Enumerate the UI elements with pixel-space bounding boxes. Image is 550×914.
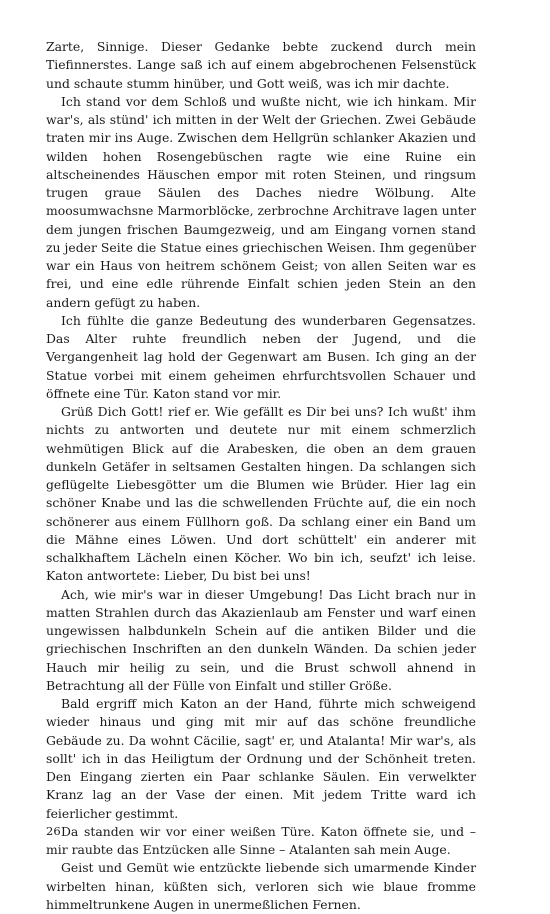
page-number: 26 bbox=[46, 824, 61, 838]
paragraph-4: Grüß Dich Gott! rief er. Wie gefällt es Dir bei uns? Ich wußt' ihm nichts zu antworten und deutete nur mit einem schmerzlich wehmütigen Blick auf die Arabesken, die oben an dem grauen dunkeln Getäfer in seltsamen Gestalten hingen. Da schlangen sich geflügelte Liebesgötter um die Blumen wie Brüder. Hier lag ein schöner Knabe und las die schwellenden Früchte auf, die ein noch schönerer aus einem Füllhorn goß. Da schlang einer ein Band um die Mähne eines Löwen. Und dort schüttelt' ein anderer mit schalkhaftem Lächeln einen Köcher. Wo bin ich, seufzt' ich leise. Katon antwortete: Lieber, Du bist bei uns! bbox=[46, 404, 476, 584]
paragraph-8: Geist und Gemüt wie entzückte liebende sich umarmende Kinder wirbelten hinan, küßten sich, verloren sich wie blaue fromme himmeltrunkene Augen in unermeßlichen Fernen. bbox=[46, 860, 476, 912]
paragraph-6: Bald ergriff mich Katon an der Hand, führte mich schweigend wieder hinaus und ging mit mir auf das schöne freundliche Gebäude zu. Da wohnt Cäcilie, sagt' er, und Atalanta! Mir war's, als sollt' ich in das Heiligtum der Ordnung und der Schönheit treten. Den Eingang zierten ein Paar schlanke Säulen. Ein verwelkter Kranz lag an der Vase der einen. Mit jedem Tritte ward ich feierlicher gestimmt. bbox=[46, 696, 476, 821]
page-body bbox=[46, 38, 476, 914]
paragraph-7: Da standen wir vor einer weißen Türe. Katon öffnete sie, und – mir raubte das Entzücken alle Sinne – Atalanten sah mein Auge. bbox=[46, 823, 476, 857]
paragraph-2: Ich stand vor dem Schloß und wußte nicht, wie ich hinkam. Mir war's, als stünd' ich mitten in der Welt der Griechen. Zwei Gebäude traten mir ins Auge. Zwischen dem Hellgrün schlanker Akazien und wilden hohen Rosengebüschen ragte wie eine Ruine ein altscheinendes Häuschen empor mit roten Steinen, und ringsum trugen graue Säulen des Daches niedre Wölbung. Alte moosumwachsne Marmorblöcke, zerbrochne Architrave lagen unter dem jungen frischen Baumgezweig, und am Eingang vornen stand zu jeder Seite die Statue eines griechischen Weisen. Ihm gegenüber war ein Haus von heitrem schönem Geist; von allen Seiten war es frei, und eine edle rührende Einfalt schien jeden Stein an den andern gefügt zu haben. bbox=[46, 93, 476, 310]
paragraph-1: Zarte, Sinnige. Dieser Gedanke bebte zuckend durch mein Tiefinnerstes. Lange saß ich auf einem abgebrochenen Felsenstück und schaute stumm hinüber, und Gott weiß, was ich mir dachte. bbox=[46, 39, 476, 91]
paragraph-5: Ach, wie mir's war in dieser Umgebung! Das Licht brach nur in matten Strahlen durch das Akazienlaub am Fenster und warf einen ungewissen halbdunkeln Schein auf die antiken Bilder und die griechischen Inschriften an den dunkeln Wänden. Da schien jeder Hauch mir heilig zu sein, und die Brust schwoll ahnend in Betrachtung all der Fülle von Einfalt und stiller Größe. bbox=[46, 586, 476, 693]
paragraph-3: Ich fühlte die ganze Bedeutung des wunderbaren Gegensatzes. Das Alter ruhte freundlich neben der Jugend, und die Vergangenheit lag hold der Gegenwart am Busen. Ich ging an der Statue vorbei mit einem geheimen ehrfurchtsvollen Schauer und öffnete eine Tür. Katon stand vor mir. bbox=[46, 312, 476, 401]
